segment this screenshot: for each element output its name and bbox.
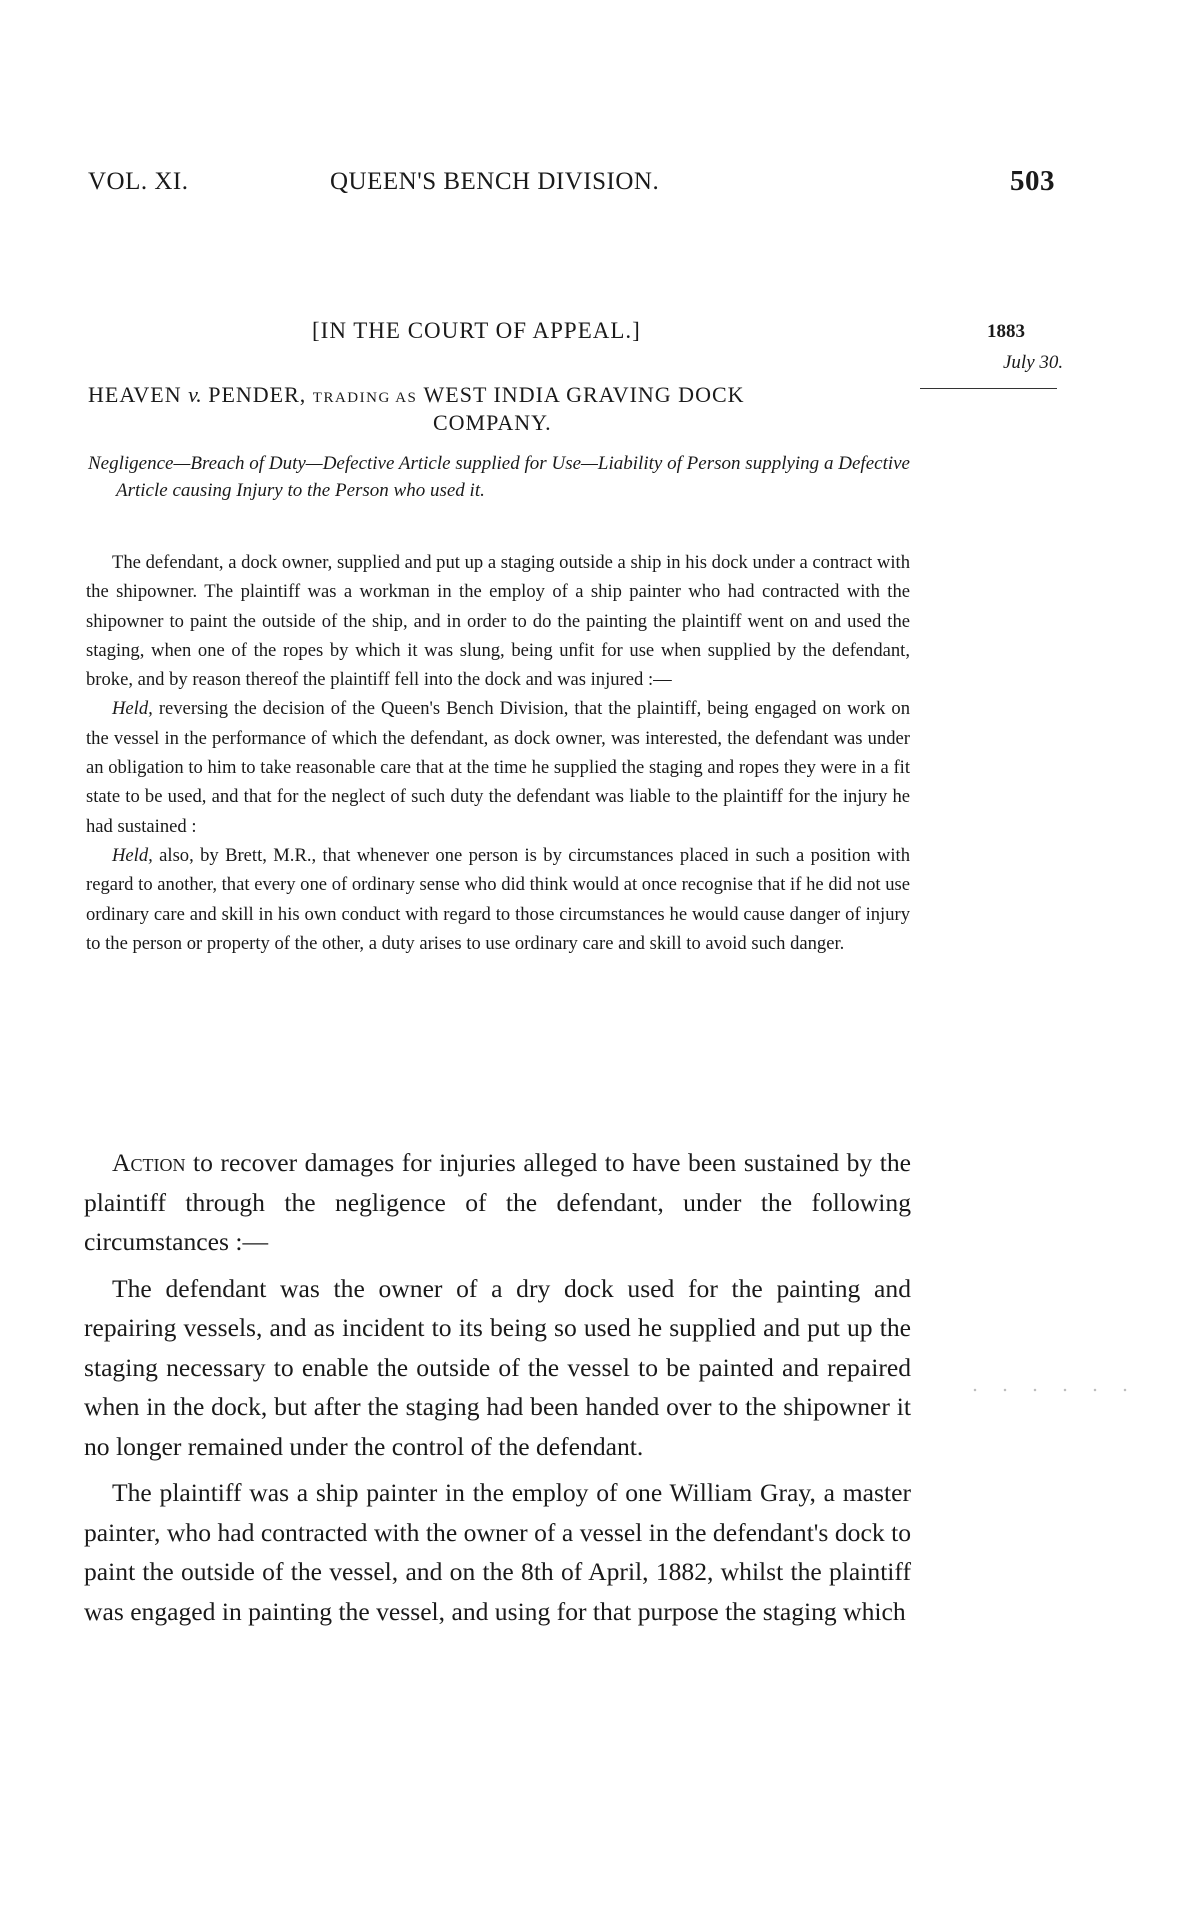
case-title-line2: COMPANY. bbox=[433, 410, 552, 435]
case-company: WEST INDIA GRAVING DOCK bbox=[423, 382, 745, 407]
body-paragraph-1 bbox=[84, 1143, 911, 1262]
headnote bbox=[86, 548, 910, 958]
headnote-facts: The defendant, a dock owner, supplied and put up a staging outside a ship in his dock under a contract with the shipowner. The plaintiff was a workman in the employ of a ship painter who had contracted with the shipowner to paint the outside of the ship, and in order to do the painting the plaintiff went on and used the staging, when one of the ropes by which it was slung, being unfit for use when supplied by the defendant, broke, and by reason thereof the plaintiff fell into the dock and was injured :— bbox=[86, 552, 910, 691]
held-text: reversing the decision of the Queen's Bench Division, that the plaintiff, being engaged on work on the vessel in the performance of which the defendant, as dock owner, was interested, the defendant was under an obligation to him to take reasonable care that at the time he supplied the staging and ropes they were in a fit state to be used, and that for the neglect of such duty the defendant was liable to the plaintiff for the injury he had sustained : bbox=[86, 698, 910, 837]
catchwords bbox=[88, 450, 910, 504]
held-label: Held, bbox=[112, 698, 153, 720]
case-plaintiff: HEAVEN bbox=[88, 382, 182, 407]
paragraph-text: to recover damages for injuries alleged to have been sustained by the plaintiff through the negligence of the defendant, under the following circumstances :— bbox=[84, 1148, 911, 1256]
headnote-held-2 bbox=[86, 841, 910, 958]
case-defendant: PENDER, bbox=[208, 382, 307, 407]
running-header-title: QUEEN'S BENCH DIVISION. bbox=[330, 168, 660, 195]
margin-rule bbox=[920, 388, 1057, 389]
held-text: also, by Brett, M.R., that whenever one person is by circumstances placed in such a position with regard to another, that every one of ordinary sense who did think would at once recognise that if he did not use ordinary care and skill in his own conduct with regard to those circumstances he would cause danger of injury to the person or property of the other, a duty arises to use ordinary care and skill to avoid such danger. bbox=[86, 844, 910, 954]
scan-artefact-dots bbox=[960, 1388, 1140, 1392]
headnote-held-1 bbox=[86, 694, 910, 840]
page-number: 503 bbox=[1010, 165, 1055, 197]
main-text bbox=[84, 1143, 911, 1631]
body-paragraph-3: The plaintiff was a ship painter in the employ of one William Gray, a master painter, who had contracted with the owner of a vessel in the defendant's dock to paint the outside of the vessel, and on the 8th of April, 1882, whilst the plaintiff was engaged in painting the vessel, and using for that purpose the staging which bbox=[84, 1478, 911, 1626]
case-trading-as: TRADING AS bbox=[312, 390, 418, 406]
catchwords-text: Negligence—Breach of Duty—Defective Article supplied for Use—Liability of Person supplying a Defective Article causing Injury to the Person who used it. bbox=[88, 453, 910, 501]
running-header-volume: VOL. XI. bbox=[88, 168, 189, 195]
case-versus: v. bbox=[188, 382, 202, 407]
margin-date: July 30. bbox=[1003, 352, 1064, 373]
court-heading: [IN THE COURT OF APPEAL.] bbox=[312, 318, 641, 343]
body-paragraph-2: The defendant was the owner of a dry dock used for the painting and repairing vessels, and as incident to its being so used he supplied and put up the staging necessary to enable the outside of the vessel to be painted and repaired when in the dock, but after the staging had been handed over to the shipowner it no longer remained under the control of the defendant. bbox=[84, 1273, 911, 1461]
margin-year: 1883 bbox=[987, 321, 1025, 342]
paragraph-lead: Action bbox=[112, 1148, 186, 1177]
held-label: Held, bbox=[112, 844, 153, 866]
case-title-line1 bbox=[88, 382, 745, 408]
